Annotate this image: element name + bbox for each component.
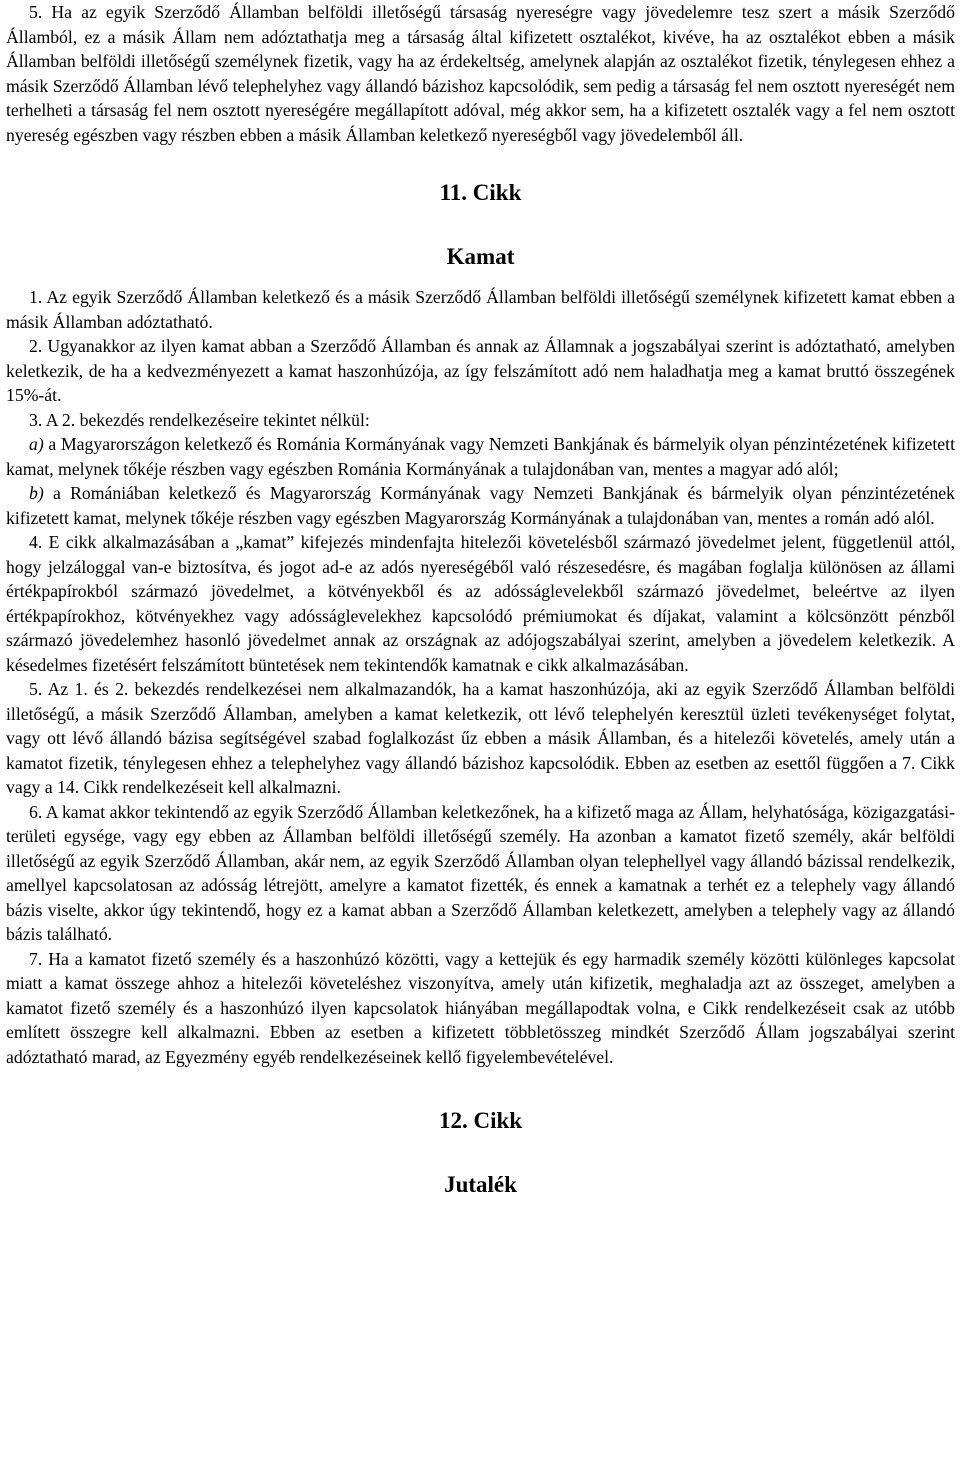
article-heading-12: 12. Cikk [438, 1108, 523, 1133]
subparagraph-b-label: b) [29, 483, 44, 503]
subparagraph-b [6, 481, 955, 530]
subparagraph-a [6, 432, 955, 481]
paragraph-11-3: 3. A 2. bekezdés rendelkezéseire tekintet nélkül: [29, 409, 370, 430]
article-heading-11: 11. Cikk [439, 180, 522, 205]
article-title-jutalek: Jutalék [444, 1172, 517, 1197]
subparagraph-a-label: a) [29, 434, 44, 454]
article-title-kamat: Kamat [446, 244, 515, 269]
paragraph-11-2: 2. Ugyanakkor az ilyen kamat abban a Szerződő Államban és annak az Államnak a jogszabályai szerint is adóztatható, amelyben keletkezik, de ha a kedvezményezett a kamat haszonhúzója, az így felszámított adó nem haladhatja meg a kamat bruttó összegének 15%-át. [6, 336, 955, 405]
subparagraph-b-text: a Romániában keletkező és Magyarország Kormányának vagy Nemzeti Bankjának és bármelyik olyan pénzintézetének kifizetett kamat, melynek tőkéje részben vagy egészben Magyarország Kormányának a tulajdonában van, mentes a román adó alól. [6, 483, 955, 528]
paragraph-11-1: 1. Az egyik Szerződő Államban keletkező és a másik Szerződő Államban belföldi illetőségű személynek kifizetett kamat ebben a másik Államban adóztatható. [6, 287, 955, 332]
subparagraph-a-text: a Magyarországon keletkező és Románia Kormányának vagy Nemzeti Bankjának és bármelyik olyan pénzintézetének kifizetett kamat, melynek tőkéje részben vagy egészben Románia Kormányának a tulajdonában van, mentes a magyar adó alól; [6, 434, 955, 479]
paragraph-10-5: 5. Ha az egyik Szerződő Államban belföldi illetőségű társaság nyereségre vagy jövedelemre tesz szert a másik Szerződő Államból, ez a másik Állam nem adóztathatja meg a társaság által kifizetett osztalékot, kivéve, ha az osztalékot ebben a másik Államban belföldi illetőségű személynek fizetik, vagy ha az érdekeltség, amelynek alapján az osztalékot fizetik, ténylegesen ehhez a másik Szerződő Államban lévő telephelyhez vagy állandó bázishoz kapcsolódik, sem pedig a társaság fel nem osztott nyereségét nem terhelheti a társaság fel nem osztott nyereségére megállapított adóval, még akkor sem, ha a kifizetett osztalék vagy a fel nem osztott nyereség egészben vagy részben ebben a másik Államban keletkező nyereségből vagy jövedelemből áll. [6, 2, 955, 145]
paragraph-11-5: 5. Az 1. és 2. bekezdés rendelkezései nem alkalmazandók, ha a kamat haszonhúzója, aki az egyik Szerződő Államban belföldi illetőségű, a másik Szerződő Államban, amelyben a kamat keletkezik, ott lévő telephelyén keresztül üzleti tevékenységet folytat, vagy ott lévő állandó bázisa segítségével szabad foglalkozást űz ebben a másik Államban, és a hitelezői követelés, amely után a kamatot fizetik, ténylegesen ehhez a telephelyhez vagy állandó bázishoz kapcsolódik. Ebben az esetben az esettől függően a 7. Cikk vagy a 14. Cikk rendelkezéseit kell alkalmazni. [6, 679, 955, 797]
paragraph-11-6: 6. A kamat akkor tekintendő az egyik Szerződő Államban keletkezőnek, ha a kifizető maga az Állam, helyhatósága, közigazgatási-területi egysége, vagy egy ebben az Államban belföldi illetőségű személy. Ha azonban a kamatot fizető személy, akár belföldi illetőségű az egyik Szerződő Államban, akár nem, az egyik Szerződő Államban olyan telephellyel vagy állandó bázissal rendelkezik, amellyel kapcsolatosan az adósság létrejött, amelyre a kamatot fizették, és ennek a kamatnak a terhét ez a telephely vagy állandó bázis viselte, akkor úgy tekintendő, hogy ez a kamat abban a Szerződő Államban keletkezett, amelyben a telephely vagy az állandó bázis található. [6, 801, 955, 944]
paragraph-11-7: 7. Ha a kamatot fizető személy és a haszonhúzó közötti, vagy a kettejük és egy harmadik személy közötti különleges kapcsolat miatt a kamat összege ahhoz a hitelezői követeléshez viszonyítva, amely után kifizetik, meghaladja azt az összeget, amelyben a kamatot fizető személy és a haszonhúzó ilyen kapcsolatok hiányában megállapodtak volna, e Cikk rendelkezéseit csak az utóbb említett összegre kell alkalmazni. Ebben az esetben a kifizetett többletösszeg mindkét Szerződő Állam jogszabályai szerint adóztatható marad, az Egyezmény egyéb rendelkezéseinek kellő figyelembevételével. [6, 948, 955, 1067]
paragraph-11-4: 4. E cikk alkalmazásában a „kamat” kifejezés mindenfajta hitelezői követelésből származó jövedelmet jelent, függetlenül attól, hogy jelzáloggal van-e biztosítva, és jogot ad-e az adós nyereségéből való részesedésre, és magában foglalja különösen az állami értékpapírokból származó jövedelmet, a kötvényekből és az adósságlevelekből származó jövedelmet, beleértve az ilyen értékpapírokhoz, kötvényekhez vagy adósságlevelekhez kapcsolódó prémiumokat és díjakat, valamint a kölcsönzött pénzből származó jövedelemhez hasonló jövedelmet annak az országnak az adójogszabályai szerint, amelyben a jövedelem keletkezik. A késedelmes fizetésért felszámított büntetések nem tekintendők kamatnak e cikk alkalmazásában. [6, 532, 955, 675]
